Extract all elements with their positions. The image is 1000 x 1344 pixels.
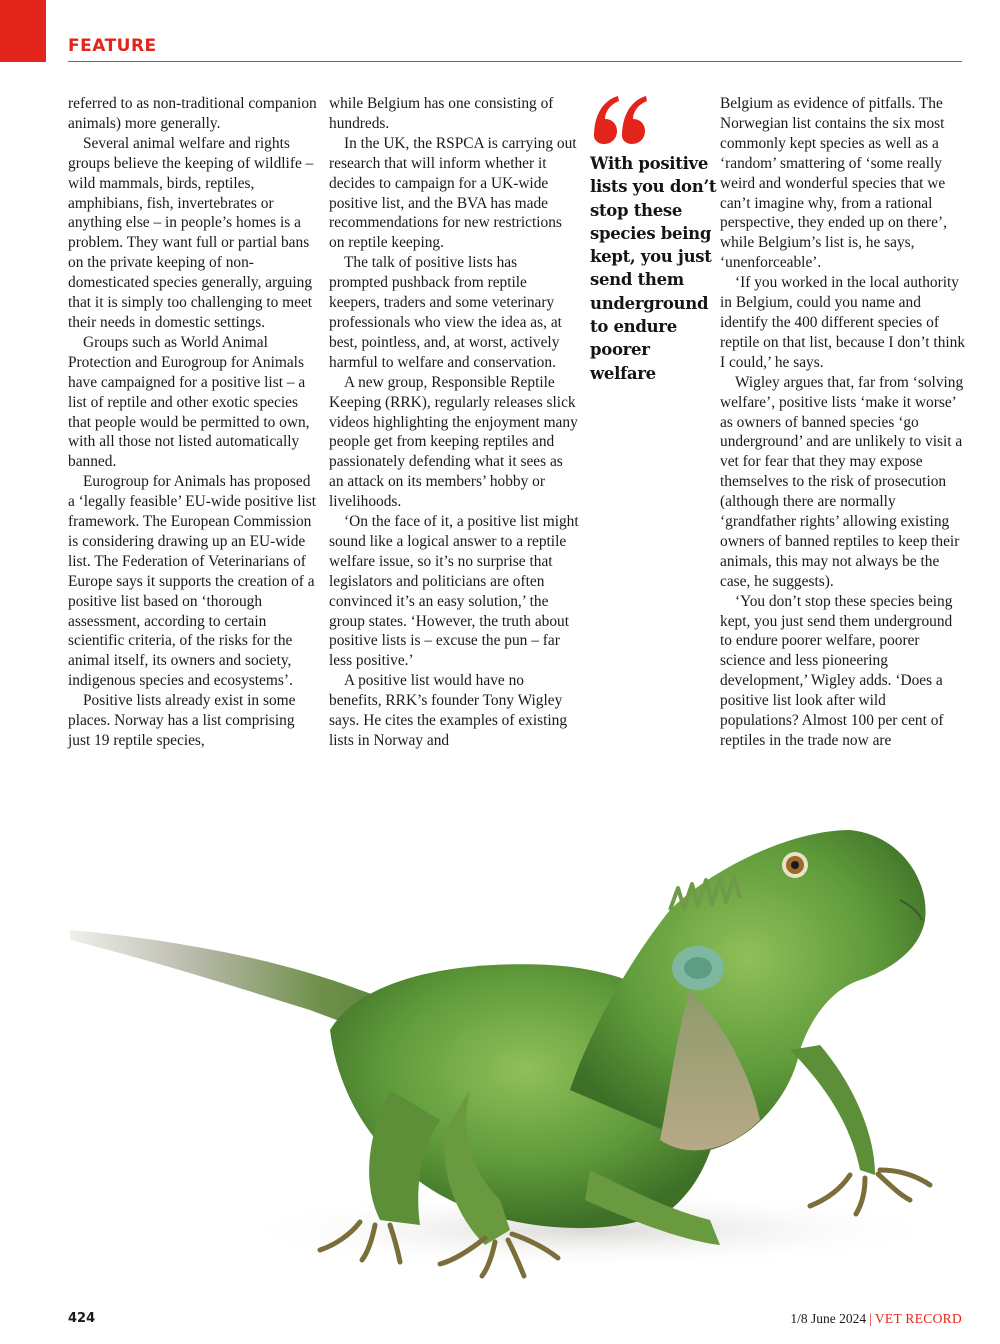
paragraph: ‘If you worked in the local authority in Belgium, could you name and identify the 400 different species of reptile on that list, because I don’t think I could,’ he says.: [720, 274, 966, 371]
green-iguana-icon: [70, 830, 950, 1276]
quote-mark-icon: [590, 92, 650, 148]
paragraph: Eurogroup for Animals has proposed a ‘legally feasible’ EU-wide positive list framework. The European Commission is considering drawing up an EU-wide list. The Federation of Veterinarians of Europe says it supports the creation of a positive list based on ‘thorough assessment, according to certain scientific criteria, of the risks for the animal itself, its owners and society, indigenous species and ecosystems’.: [68, 473, 317, 690]
footer-issue-info: [790, 1311, 962, 1327]
issue-date: 1/8 June 2024: [790, 1311, 867, 1326]
paragraph: Positive lists already exist in some places. Norway has a list comprising just 19 reptile species,: [68, 692, 296, 749]
section-color-tab: [0, 0, 46, 62]
paragraph: Groups such as World Animal Protection and Eurogroup for Animals have campaigned for a positive list – a list of reptile and other exotic species that people would be permitted to own, with all those not listed automatically banned.: [68, 333, 310, 471]
paragraph: ‘On the face of it, a positive list might sound like a logical answer to a reptile welfare issue, so it’s no surprise that legislators and politicians are often convinced it’s an easy solution,’ the group states. ‘However, the truth about positive lists is – excuse the pun – far less positive.’: [329, 513, 579, 670]
section-label: FEATURE: [68, 36, 157, 56]
pull-quote-text: With positive lists you don’t stop these species being kept, you just send them underground to endure poorer welfare: [590, 154, 717, 383]
header-rule: [68, 61, 962, 62]
page-number: 424: [68, 1311, 96, 1326]
footer-separator: |: [869, 1311, 872, 1326]
article-column-3: [720, 94, 968, 751]
paragraph: Belgium as evidence of pitfalls. The Norwegian list contains the six most commonly kept species as well as a ‘random’ smattering of ‘some really weird and wonderful species that we can’t imagine why, from a rational perspective, they ended up on there’, while Belgium’s list is, he says, ‘unenforceable’.: [720, 95, 947, 272]
article-column-1: [68, 94, 318, 751]
paragraph: The talk of positive lists has prompted pushback from reptile keepers, traders and some veterinary professionals who view the idea as, at best, pointless, and, at worst, actively harmful to welfare and conservation.: [329, 254, 562, 371]
paragraph: A positive list would have no benefits, RRK’s founder Tony Wigley says. He cites the examples of existing lists in Norway and: [329, 672, 568, 749]
paragraph: referred to as non-traditional companion animals) more generally.: [68, 95, 317, 132]
iguana-photo: [30, 790, 1000, 1290]
paragraph: ‘You don’t stop these species being kept, you just send them underground to endure poorer welfare, poorer science and less pioneering development,’ Wigley adds. ‘Does a positive list look after wild populations? Almost 100 per cent of reptiles in the trade now are: [720, 592, 953, 749]
paragraph: In the UK, the RSPCA is carrying out research that will inform whether it decides to campaign for a UK-wide positive list, and the BVA has made recommendations for new restrictions on reptile keeping.: [329, 134, 577, 252]
article-column-2: [329, 94, 579, 751]
publication-name: VET RECORD: [874, 1311, 962, 1326]
paragraph: while Belgium has one consisting of hundreds.: [329, 95, 554, 132]
paragraph: Wigley argues that, far from ‘solving welfare’, positive lists ‘make it worse’ as owners of banned species ‘go underground’ and are unlikely to visit a vet for fear that they may expose themselves to the risk of prosecution (although there are normally ‘grandfather rights’ allowing existing owners of banned reptiles to keep their animals, this may not always be the case, he suggests).: [720, 373, 964, 590]
paragraph: Several animal welfare and rights groups believe the keeping of wildlife – wild mammals, birds, reptiles, amphibians, fish, invertebrates or anything else – in people’s homes is a problem. They want full or partial bans on the private keeping of non-domesticated species generally, arguing that it is simply too challenging to meet their needs in domestic settings.: [68, 134, 314, 331]
pull-quote: [590, 92, 718, 385]
paragraph: A new group, Responsible Reptile Keeping (RRK), regularly releases slick videos highlighting the enjoyment many people get from keeping reptiles and passionately defending what it sees as an attack on its members’ hobby or livelihoods.: [329, 373, 578, 511]
